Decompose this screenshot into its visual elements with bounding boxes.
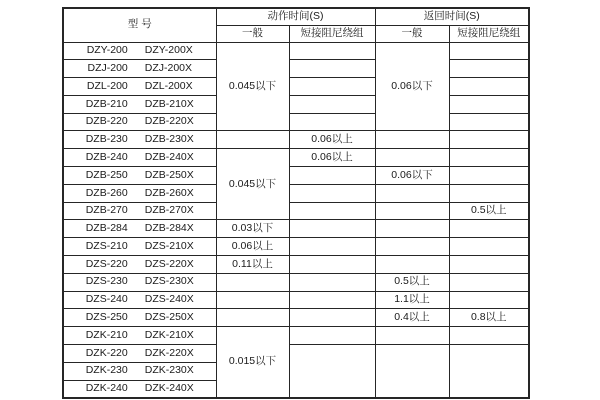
header-operate-time: 动作时间(S) [216, 8, 375, 25]
ret-damped-cell [449, 238, 529, 256]
ret-general-cell [375, 327, 449, 345]
ret-general-cell: 0.06以下 [375, 167, 449, 185]
model-pair [64, 383, 216, 395]
model-primary: DZB-270 [85, 204, 128, 217]
model-variant: DZS-240X [144, 293, 194, 306]
model-primary: DZB-240 [85, 150, 128, 163]
model-primary: DZS-220 [85, 257, 128, 270]
header-operate-general: 一般 [216, 25, 289, 42]
model-primary: DZS-240 [85, 293, 128, 306]
model-pair [64, 348, 216, 360]
table-row [63, 345, 529, 363]
table-row [63, 202, 529, 220]
model-variant: DZB-240X [144, 150, 194, 163]
model-pair [64, 205, 216, 217]
table-row [63, 327, 529, 345]
ret-general-cell: 0.4以上 [375, 309, 449, 327]
table-row [63, 95, 529, 113]
op-damped-cell: 0.06以上 [289, 149, 375, 167]
model-pair [64, 116, 216, 128]
model-cell [63, 362, 216, 380]
model-variant: DZJ-200X [144, 61, 193, 74]
model-pair [64, 276, 216, 288]
model-variant: DZL-200X [144, 79, 193, 92]
model-primary: DZB-230 [85, 133, 128, 146]
op-damped-cell: 0.06以上 [289, 131, 375, 149]
model-pair [64, 134, 216, 146]
ret-damped-cell [449, 167, 529, 185]
ret-damped-cell [449, 78, 529, 96]
model-variant: DZB-250X [144, 168, 194, 181]
model-primary: DZB-284 [85, 222, 128, 235]
ret-damped-cell [449, 256, 529, 274]
model-primary: DZS-250 [85, 311, 128, 324]
header-row-groups [63, 8, 529, 25]
ret-damped-cell [449, 327, 529, 345]
ret-general-cell [375, 202, 449, 220]
model-primary: DZB-260 [85, 186, 128, 199]
ret-general-cell [375, 131, 449, 149]
model-cell [63, 167, 216, 185]
ret-general-cell: 1.1以上 [375, 291, 449, 309]
ret-general-cell [375, 345, 449, 398]
op-damped-cell [289, 238, 375, 256]
model-variant: DZK-230X [144, 364, 194, 377]
model-cell [63, 202, 216, 220]
op-damped-cell [289, 327, 375, 345]
model-cell [63, 345, 216, 363]
op-damped-cell [289, 202, 375, 220]
header-model: 型 号 [63, 8, 216, 42]
model-cell [63, 256, 216, 274]
table-row [63, 149, 529, 167]
table-row [63, 78, 529, 96]
model-primary: DZL-200 [86, 79, 128, 92]
op-general-cell [216, 309, 289, 327]
model-cell [63, 327, 216, 345]
op-damped-cell [289, 167, 375, 185]
model-pair [64, 99, 216, 111]
table-row [63, 238, 529, 256]
ret-general-cell [375, 220, 449, 238]
model-pair [64, 45, 216, 57]
model-pair [64, 312, 216, 324]
op-general-cell: 0.045以下 [216, 42, 289, 131]
model-cell [63, 184, 216, 202]
op-damped-cell [289, 184, 375, 202]
op-damped-cell [289, 42, 375, 60]
model-cell [63, 273, 216, 291]
header-operate-damped-winding: 短接阻尼绕组 [289, 25, 375, 42]
op-damped-cell [289, 291, 375, 309]
header-return-damped-winding: 短接阻尼绕组 [449, 25, 529, 42]
model-cell [63, 42, 216, 60]
header-return-general: 一般 [375, 25, 449, 42]
model-pair [64, 223, 216, 235]
table-body [63, 42, 529, 398]
model-variant: DZB-270X [144, 204, 194, 217]
model-pair [64, 170, 216, 182]
table-row [63, 60, 529, 78]
model-cell [63, 113, 216, 131]
table-row [63, 220, 529, 238]
model-pair [64, 241, 216, 253]
ret-damped-cell [449, 273, 529, 291]
ret-damped-cell [449, 149, 529, 167]
op-damped-cell [289, 256, 375, 274]
op-damped-cell [289, 113, 375, 131]
model-pair [64, 63, 216, 75]
model-cell [63, 60, 216, 78]
ret-general-cell: 0.06以下 [375, 42, 449, 131]
model-cell [63, 149, 216, 167]
model-variant: DZS-250X [144, 311, 194, 324]
model-cell [63, 220, 216, 238]
op-general-cell: 0.03以下 [216, 220, 289, 238]
model-variant: DZS-230X [144, 275, 194, 288]
op-damped-cell [289, 220, 375, 238]
model-cell [63, 131, 216, 149]
op-general-cell [216, 273, 289, 291]
op-damped-cell [289, 345, 375, 398]
ret-general-cell [375, 256, 449, 274]
ret-damped-cell [449, 113, 529, 131]
model-cell [63, 238, 216, 256]
model-variant: DZB-230X [144, 133, 194, 146]
model-primary: DZK-220 [85, 346, 128, 359]
table-row [63, 273, 529, 291]
ret-general-cell: 0.5以上 [375, 273, 449, 291]
ret-damped-cell [449, 184, 529, 202]
table-row [63, 131, 529, 149]
model-primary: DZB-250 [85, 168, 128, 181]
model-variant: DZK-210X [144, 328, 194, 341]
model-cell [63, 95, 216, 113]
model-variant: DZK-240X [144, 382, 194, 395]
model-variant: DZS-220X [144, 257, 194, 270]
ret-damped-cell: 0.8以上 [449, 309, 529, 327]
model-pair [64, 259, 216, 271]
model-pair [64, 188, 216, 200]
model-primary: DZJ-200 [87, 61, 128, 74]
model-primary: DZB-210 [85, 97, 128, 110]
op-damped-cell [289, 78, 375, 96]
table-row [63, 309, 529, 327]
table-row [63, 167, 529, 185]
table-header [63, 8, 529, 42]
ret-damped-cell [449, 42, 529, 60]
model-primary: DZS-230 [85, 275, 128, 288]
model-pair [64, 330, 216, 342]
model-variant: DZB-220X [144, 115, 194, 128]
table-row [63, 256, 529, 274]
model-variant: DZY-200X [144, 44, 193, 57]
relay-timing-table [62, 7, 530, 399]
ret-damped-cell: 0.5以上 [449, 202, 529, 220]
model-primary: DZK-230 [85, 364, 128, 377]
model-primary: DZB-220 [85, 115, 128, 128]
model-primary: DZY-200 [86, 44, 128, 57]
model-variant: DZB-210X [144, 97, 194, 110]
op-damped-cell [289, 95, 375, 113]
model-primary: DZK-240 [85, 382, 128, 395]
model-pair [64, 152, 216, 164]
table-row [63, 184, 529, 202]
ret-damped-cell [449, 220, 529, 238]
op-general-cell: 0.11以上 [216, 256, 289, 274]
table-row [63, 113, 529, 131]
table-row [63, 291, 529, 309]
op-general-cell [216, 131, 289, 149]
op-damped-cell [289, 273, 375, 291]
ret-damped-cell [449, 60, 529, 78]
model-cell [63, 309, 216, 327]
model-variant: DZK-220X [144, 346, 194, 359]
model-cell [63, 291, 216, 309]
ret-damped-cell [449, 291, 529, 309]
ret-general-cell [375, 238, 449, 256]
header-return-time: 返回时间(S) [375, 8, 529, 25]
op-general-cell: 0.015以下 [216, 327, 289, 398]
model-variant: DZS-210X [144, 239, 194, 252]
ret-general-cell [375, 184, 449, 202]
op-damped-cell [289, 309, 375, 327]
op-general-cell: 0.045以下 [216, 149, 289, 220]
table-row [63, 42, 529, 60]
model-variant: DZB-260X [144, 186, 194, 199]
ret-damped-cell [449, 95, 529, 113]
model-variant: DZB-284X [144, 222, 194, 235]
ret-general-cell [375, 149, 449, 167]
model-pair [64, 81, 216, 93]
op-general-cell: 0.06以上 [216, 238, 289, 256]
model-cell [63, 78, 216, 96]
model-primary: DZK-210 [85, 328, 128, 341]
ret-damped-cell [449, 131, 529, 149]
model-pair [64, 294, 216, 306]
model-cell [63, 380, 216, 398]
model-pair [64, 365, 216, 377]
model-primary: DZS-210 [85, 239, 128, 252]
ret-damped-cell [449, 345, 529, 398]
op-general-cell [216, 291, 289, 309]
op-damped-cell [289, 60, 375, 78]
